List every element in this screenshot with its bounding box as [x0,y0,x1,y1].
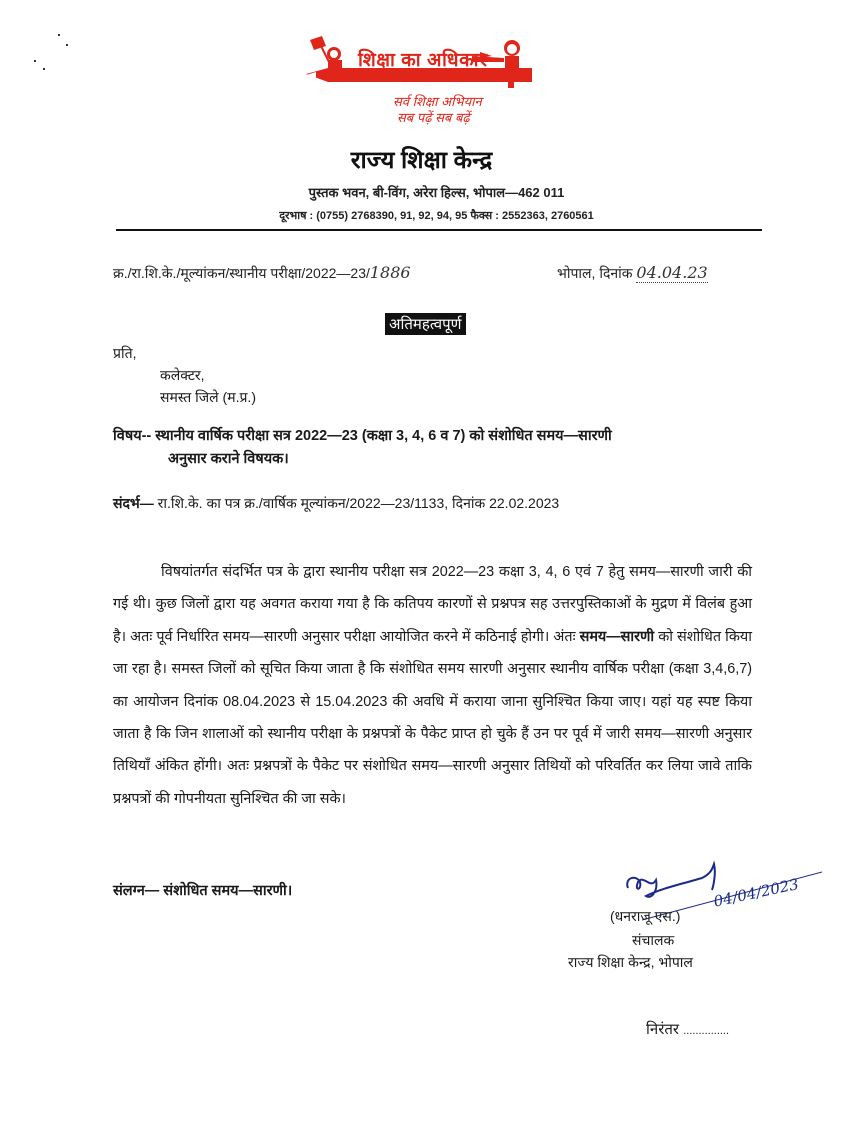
logo-shiksha-ka-adhikar [300,34,540,124]
logo-tagline-1: सर्व शिक्षा अभियान [393,94,482,109]
scan-speck [66,44,68,46]
signatory-organization: राज्य शिक्षा केन्द्र, भोपाल [568,954,693,970]
letter-body [113,556,752,815]
body-part-1: विषयांतर्गत संदर्भित पत्र के द्वारा स्थानीय परीक्षा सत्र 2022—23 कक्षा 3, 4, 6 एवं 7 हेतु समय—सारणी जारी की गई थी। कुछ जिलों द्वारा यह अवगत कराया गया है कि कतिपय कारणों से प्रश्नपत्र सह उत्तरपुस्तिकाओं के मुद्रण में विलंब हुआ है। अतः पूर्व निर्धारित समय—सारणी अनुसार परीक्षा आयोजित करने में कठिनाई होगी। अंतः [113,564,752,645]
signatory-name: (धनराजू एस.) [610,908,681,924]
header-divider [116,229,762,231]
reference [113,494,559,513]
continued-dots: ............... [683,1025,730,1037]
signatory-designation: संचालक [632,932,675,948]
logo-tagline-2: सब पढ़ें सब बढ़ें [397,110,470,125]
signature-date: 04/04/2023 [712,875,801,911]
continued-marker [646,1019,729,1039]
subject-label: विषय-- [113,428,156,444]
scan-speck [34,60,36,62]
scan-speck [43,68,45,70]
reference-number-printed: क्र./रा.शि.के./मूल्यांकन/स्थानीय परीक्षा/2022—23/ [113,265,370,281]
subject-line-2: अनुसार कराने विषयक। [168,451,289,467]
recipient-line-1: कलेक्टर, [160,367,205,383]
subject [113,425,758,471]
letter-reference-number [113,263,411,283]
reference-text: रा.शि.के. का पत्र क्र./वार्षिक मूल्यांकन/2022—23/1133, दिनांक 22.02.2023 [157,495,560,511]
date-handwritten: 04.04.23 [636,263,708,282]
priority-badge: अतिमहत्वपूर्ण [385,313,466,335]
recipient-line-2: समस्त जिले (म.प्र.) [160,389,256,405]
body-part-2: को संशोधित किया जा रहा है। समस्त जिलों को सूचित किया जाता है कि संशोधित समय सारणी अनुसार स्थानीय वार्षिक परीक्षा (कक्षा 3,4,6,7) का आयोजन दिनांक 08.04.2023 से 15.04.2023 की अवधि में कराया जाना सुनिश्चित किया जाए। यहां यह स्पष्ट किया जाता है कि जिन शालाओं को स्थानीय परीक्षा के प्रश्नपत्रों के पैकेट प्राप्त हो चुके हैं उन पर पूर्व में जारी समय—सारणी अनुसार तिथियाँ अंकित होंगी। अतः प्रश्नपत्रों के पैकेट पर संशोधित समय—सारणी अनुसार तिथियों को परिवर्तित कर लिया जावे ताकि प्रश्नपत्रों की गोपनीयता सुनिश्चित की जा सके। [113,628,752,807]
reference-label: संदर्भ— [113,495,158,511]
body-bold-phrase: समय—सारणी [579,628,655,645]
reference-number-handwritten: 1886 [369,263,411,282]
logo-title: शिक्षा का अधिकार [358,50,488,71]
organization-address: पुस्तक भवन, बी-विंग, अरेरा हिल्स, भोपाल—462 011 [308,185,565,200]
continued-label: निरंतर [646,1021,680,1038]
subject-line-1: स्थानीय वार्षिक परीक्षा सत्र 2022—23 (कक्षा 3, 4, 6 व 7) को संशोधित समय—सारणी [155,428,612,444]
recipient-to-label: प्रति, [113,345,137,361]
organization-contact: दूरभाष : (0755) 2768390, 91, 92, 94, 95 फैक्स : 2552363, 2760561 [279,210,594,222]
scan-speck [58,34,60,36]
letter-place-date [557,263,708,283]
place-date-label: भोपाल, दिनांक [557,265,633,281]
enclosure-note: संलग्न— संशोधित समय—सारणी। [113,883,293,899]
organization-title: राज्य शिक्षा केन्द्र [350,147,493,174]
